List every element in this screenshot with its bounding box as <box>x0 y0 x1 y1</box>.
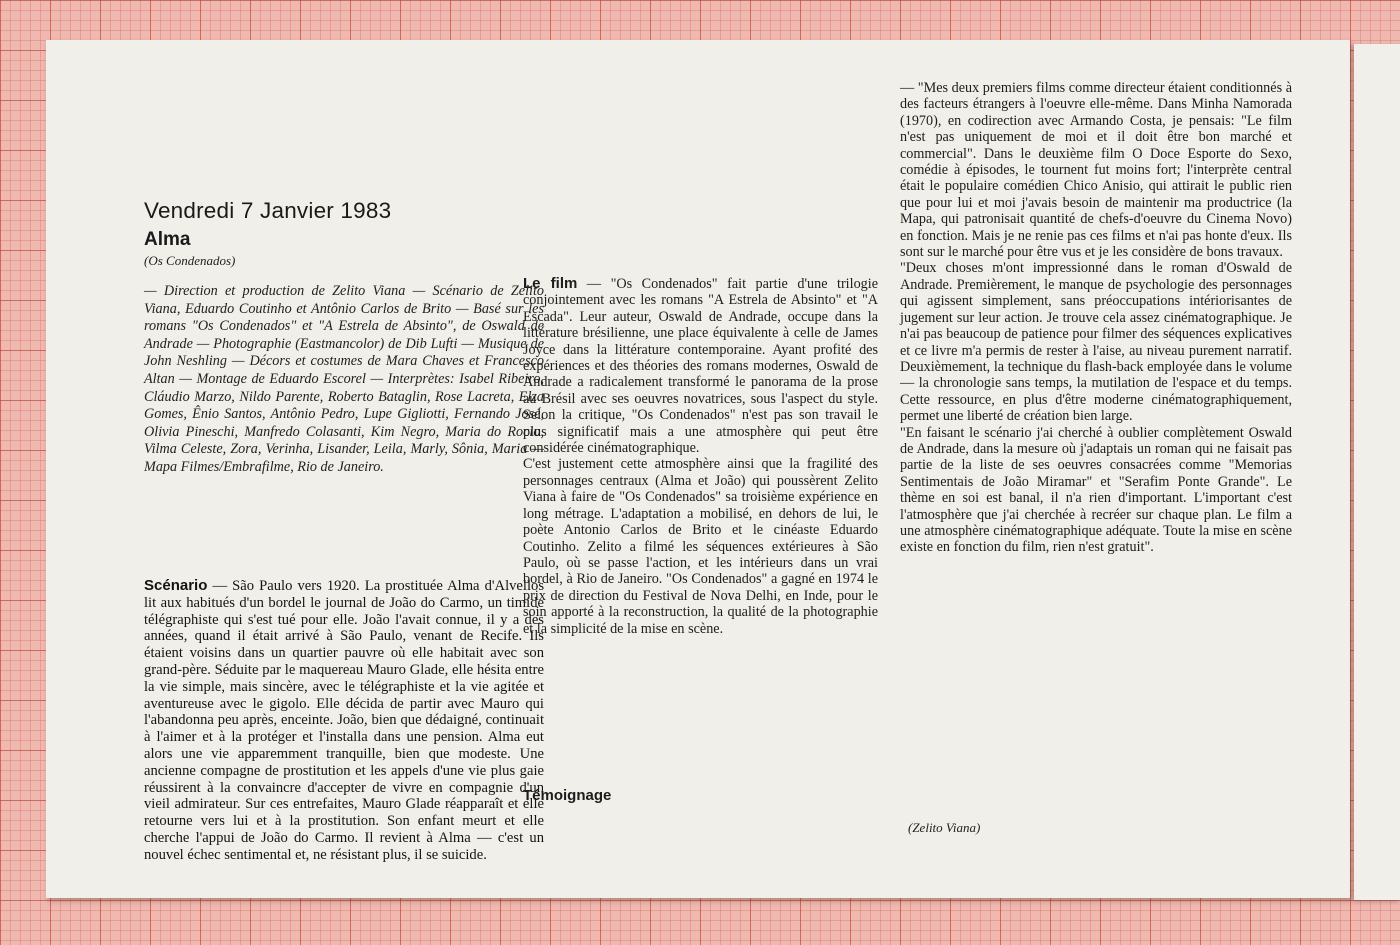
scenario-heading: Scénario <box>144 577 208 594</box>
document-page <box>46 40 1350 898</box>
original-title: (Os Condenados) <box>144 253 236 268</box>
film-paragraph-1 <box>523 276 878 456</box>
scenario-paragraph <box>144 578 544 864</box>
film-paragraph-2: C'est justement cette atmosphère ainsi que la fragilité des personnages centraux (Alma et João) qui poussèrent Zelito Viana à faire de "Os Condenados" sa troisième expérience en long métrage. L'adaptation a mobilisé, en dehors de lui, le poète Antonio Carlos de Brito et le cinéaste Eduardo Coutinho. Zelito a filmé les séquences extérieures à São Paulo, où se passe l'action, et les intérieurs dans un vrai bordel, à Rio de Janeiro. "Os Condenados" a gagné en 1974 le prix de direction du Festival de Nova Delhi, en Inde, pour le soin apporté à la reconstruction, la qualité de la photographie et la simplicité de la mise en scène. <box>523 456 878 637</box>
temoignage-paragraph-3: "En faisant le scénario j'ai cherché à oublier complètement Oswald de Andrade, dans la mesure où j'adaptais un roman qui ne faisait pas partie de la liste de ses oeuvres consacrées comme "Memorias Sentimentais de João Miramar" et "Serafim Ponte Grande". Le thème en soi est banal, il n'a rien d'important. L'important c'est l'atmosphère que j'ai cherchée à recréer sur chaque plan. Le film a une atmosphère cinématographique adéquate. Toute la mise en scène existe en fonction du film, rien n'est gratuit". <box>900 424 1292 556</box>
temoignage-section <box>523 788 878 804</box>
film-section <box>523 276 878 637</box>
temoignage-column <box>900 80 1292 556</box>
programme-date: Vendredi 7 Janvier 1983 <box>144 198 392 223</box>
scenario-text: — São Paulo vers 1920. La prostituée Alma d'Alvellos lit aux habitués d'un bordel le journal de João do Carmo, un timide télégraphiste qui s'est tué pour elle. João l'avait connue, il y a des années, quand il était arrivé à São Paulo, venant de Recife. Ils étaient voisins dans un quartier pauvre où elle habitait avec son grand-père. Séduite par le maquereau Mauro Glade, elle hésita entre la vie simple, mais sincère, avec le télégraphiste et la vie agitée et aventureuse avec le gigolo. Elle décida de partir avec Mauro qui l'abandonna peu après, enceinte. João, bien que dédaigné, continuait à l'aimer et à la protéger et l'installa dans une pension. Alma eut alors une vie apparemment tranquille, bien que modeste. Une ancienne compagne de prostitution et les appels d'une vie plus gaie réussirent à la convaincre d'accepter de vivre en compagnie d'un vieil admirateur. Sur ces entrefaites, Mauro Glade réapparaît et elle retourne vers lui et à la prostitution. Son enfant meurt et elle cherche l'appui de João do Carmo. Il revient à Alma — c'est un nouvel échec sentimental et, ne résistant plus, il se suicide. <box>144 578 544 863</box>
film-heading: Le film <box>523 275 578 292</box>
film-title: Alma <box>144 229 191 250</box>
temoignage-paragraph-2: "Deux choses m'ont impressionné dans le roman d'Oswald de Andrade. Premièrement, le manque de psychologie des personnages qui agissent simplement, sans préoccupations intériorisantes de jugement sur leur action. Je trouve cela assez cinématographique. Je n'ai pas beaucoup de patience pour filmer des séquences explicatives et ce livre m'a permis de rester à l'aise, au niveau purement narratif. Deuxièmement, la technique du flash-back employée dans le volume — la chronologie sans temps, la mutilation de l'espace et du temps. Cette ressource, en plus d'être moderne cinématographiquement, permet une liberté de création bien large. <box>900 260 1292 425</box>
credits-paragraph: — Direction et production de Zelito Viana — Scénario de Zelito Viana, Eduardo Coutinho et Antônio Carlos de Brito — Basé sur les romans "Os Condenados" et "A Estrela de Absinto", de Oswald de Andrade — Photographie (Eastmancolor) de Dib Lufti — Musique de John Neshling — Décors et costumes de Mara Chaves et Francesco Altan — Montage de Eduardo Escorel — Interprètes: Isabel Ribeiro, Cláudio Marzo, Nildo Parente, Roberto Bataglin, Rose Lacreta, Elza Gomes, Ênio Santos, Antônio Pedro, Lupe Gigliotti, Fernando José, Olivia Pineschi, Manfredo Colasanti, Kim Negro, Maria do Rocio, Vilma Celeste, Zora, Verinha, Lisander, Leila, Marly, Sônia, Maria — Mapa Filmes/Embrafilme, Rio de Janeiro. <box>144 283 544 475</box>
next-page-edge <box>1354 44 1400 900</box>
film-text: — "Os Condenados" fait partie d'une trilogie conjointement avec les romans "A Estrela de Absinto" et "A Escada". Leur auteur, Oswald de Andrade, occupe dans la littérature brésilienne, une place équivalente à celle de James Joyce dans la littérature contemporaine. Ayant profité des expériences et des théories des romans modernes, Oswald de Andrade a radicalement transformé le panorama de la prose au Brésil avec ses oeuvres novatrices, sous l'aspect du style. Selon la critique, "Os Condenados" n'est pas son travail le plus significatif mais a une atmosphère qui peut être considérée cinématographique. <box>523 276 878 457</box>
signature: (Zelito Viana) <box>908 820 981 835</box>
temoignage-heading: Témoignage <box>523 787 612 804</box>
temoignage-paragraph-1: — "Mes deux premiers films comme directeur étaient conditionnés à des facteurs étrangers à l'oeuvre elle-même. Dans Minha Namorada (1970), en codirection avec Armando Costa, je pensais: "Le film n'est pas uniquement de moi et il doit être bon marché et commercial". Dans le deuxième film O Doce Esporte do Sexo, comédie à épisodes, le tournent fut moins fort; l'interprète central était le populaire comédien Chico Anisio, qui attirait le public rien que pour lui et moi j'avais besoin de maintenir ma productrice (la Mapa, qui patronisait quantité de chefs-d'oeuvre du Cinema Novo) en fonction. Mais je ne renie pas ces films et n'ai pas honte d'eux. Ils sont sur le marché pour être vus et je les considère de bons travaux. <box>900 80 1292 261</box>
